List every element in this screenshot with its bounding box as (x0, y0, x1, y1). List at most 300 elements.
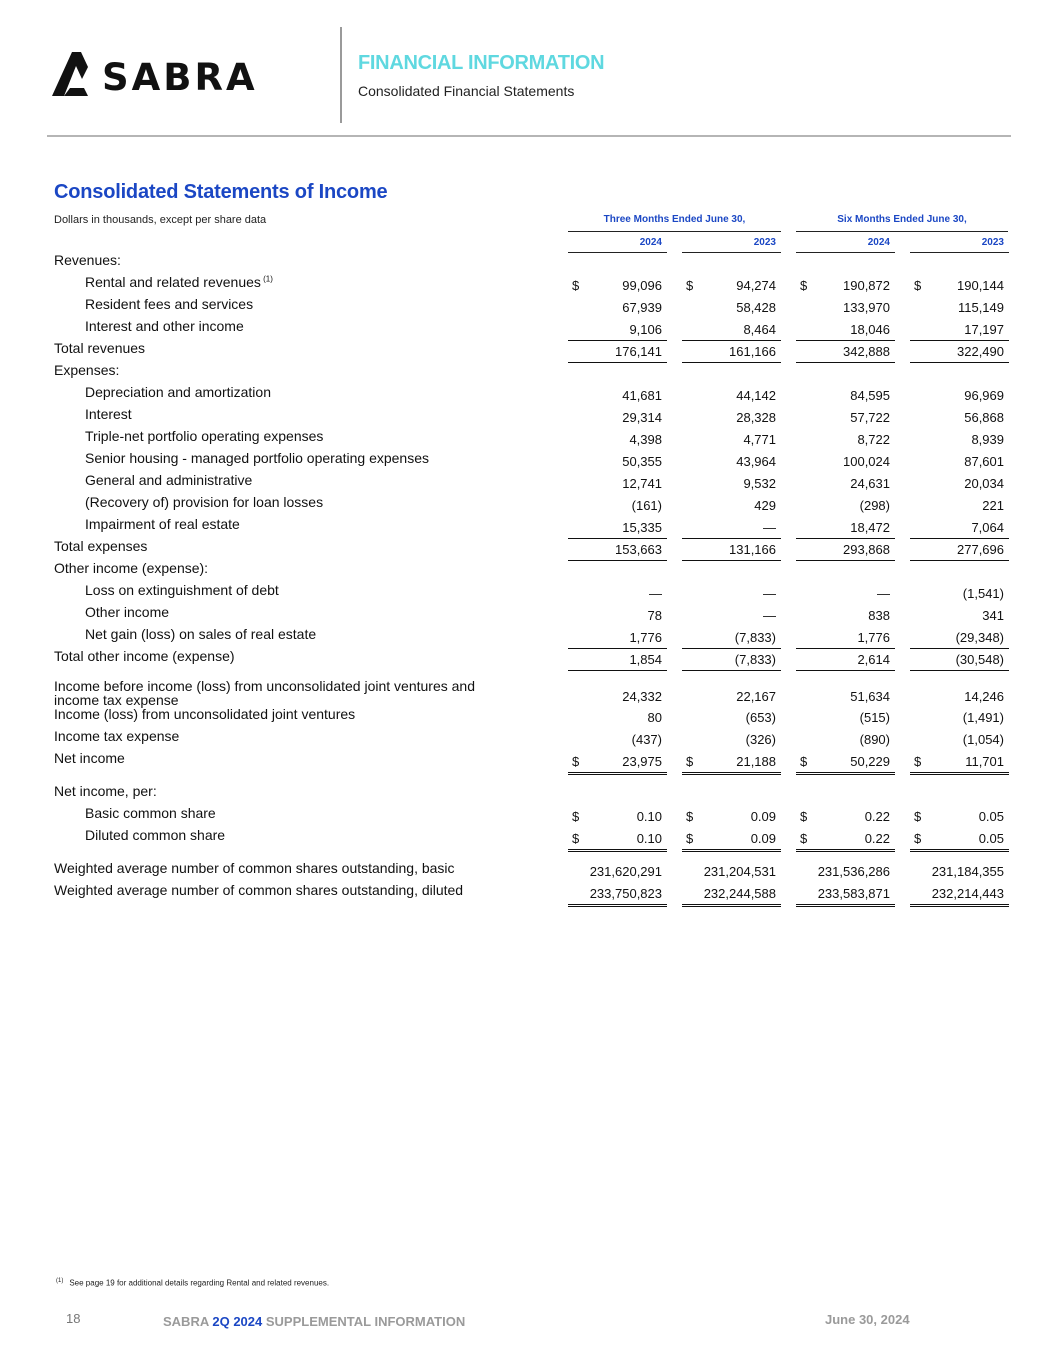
row-label (54, 560, 208, 576)
value: (7,833) (734, 630, 776, 645)
value-cell (796, 430, 895, 450)
value-cell (796, 254, 895, 274)
row-label-text: Net gain (loss) on sales of real estate (85, 626, 317, 642)
value-cell (682, 708, 781, 728)
value: 87,601 (964, 454, 1004, 469)
value: 14,246 (964, 689, 1004, 704)
value: 94,274 (736, 278, 776, 293)
value-cell (682, 628, 781, 649)
value: 20,034 (964, 476, 1004, 491)
value-cell (796, 606, 895, 626)
statement-row (0, 450, 1055, 472)
row-label (54, 783, 157, 799)
value-cell (796, 474, 895, 494)
value-cell (910, 730, 1009, 750)
value-cell (568, 518, 667, 539)
value: 176,141 (615, 344, 662, 359)
statement-row (0, 538, 1055, 560)
row-label-text: Interest (85, 406, 132, 422)
value: 115,149 (957, 300, 1004, 315)
value-cell (568, 708, 667, 728)
row-label (54, 679, 475, 707)
value: (161) (631, 498, 662, 513)
value-cell (568, 884, 667, 907)
row-label (54, 728, 179, 744)
row-label (85, 318, 244, 334)
value: 232,214,443 (931, 886, 1004, 901)
value: (326) (745, 732, 776, 747)
row-label (54, 882, 463, 898)
row-label-text: Other income (expense): (54, 560, 209, 576)
row-label (85, 428, 323, 444)
value-cell (568, 687, 667, 707)
value-cell (910, 298, 1009, 318)
value: 7,064 (971, 520, 1004, 535)
value: 161,166 (729, 344, 776, 359)
year-header: 2024 (639, 237, 662, 248)
value-cell (910, 276, 1009, 296)
statement-row (0, 882, 1055, 904)
value-cell (796, 452, 895, 472)
value: 9,532 (743, 476, 776, 491)
row-label-text: Revenues: (54, 252, 121, 268)
value: (29,348) (955, 630, 1004, 645)
value: 190,144 (957, 278, 1004, 293)
value: 56,868 (964, 410, 1004, 425)
row-label (54, 362, 119, 378)
row-label (85, 626, 316, 642)
value-cell (910, 320, 1009, 341)
row-label-text: Rental and related revenues (85, 274, 261, 290)
row-label-text: Senior housing - managed portfolio operating expenses (85, 450, 430, 466)
value-cell (910, 518, 1009, 539)
value-cell (682, 254, 781, 274)
value-cell (910, 342, 1009, 363)
value-cell (910, 628, 1009, 649)
value: 0.22 (864, 809, 890, 824)
row-label-text: Diluted common share (85, 827, 226, 843)
value: 21,188 (736, 754, 776, 769)
value-cell (910, 386, 1009, 406)
value: 0.09 (750, 831, 776, 846)
value-cell (568, 540, 667, 561)
value: 12,741 (622, 476, 662, 491)
statement-row (0, 384, 1055, 406)
value-cell (568, 496, 667, 516)
value: 43,964 (736, 454, 776, 469)
value-cell (682, 452, 781, 472)
value: 131,166 (729, 542, 776, 557)
statement-row (0, 860, 1055, 882)
row-label (54, 252, 121, 268)
value-cell (796, 628, 895, 649)
row-label (54, 706, 355, 722)
row-label-text: Expenses: (54, 362, 120, 378)
row-label (85, 827, 225, 843)
value-cell (796, 496, 895, 516)
value-cell (796, 650, 895, 671)
dollar-sign: $ (572, 754, 580, 769)
value-cell (682, 752, 781, 775)
value-cell (796, 562, 895, 582)
value: 341 (982, 608, 1004, 623)
value: 1,854 (629, 652, 662, 667)
row-label-text: Income tax expense (54, 728, 180, 744)
value-cell (796, 730, 895, 750)
footer-document-title (163, 1314, 465, 1329)
statement-row (0, 252, 1055, 274)
value: 18,046 (850, 322, 890, 337)
dollar-sign: $ (572, 831, 580, 846)
value-cell (568, 254, 667, 274)
value-cell (682, 342, 781, 363)
value: 342,888 (843, 344, 890, 359)
row-label-text: Total expenses (54, 538, 148, 554)
dollar-sign: $ (686, 278, 694, 293)
value-cell (910, 708, 1009, 728)
value: — (763, 608, 776, 623)
value: 8,464 (743, 322, 776, 337)
value: 4,771 (743, 432, 776, 447)
page-title: Consolidated Statements of Income (54, 181, 388, 203)
value-cell (796, 364, 895, 384)
statement-row (0, 428, 1055, 450)
value: 322,490 (957, 344, 1004, 359)
value-cell (796, 785, 895, 805)
footer-date: June 30, 2024 (825, 1312, 910, 1327)
footnote-reference: (1) (260, 274, 273, 284)
header-rule (47, 135, 1011, 137)
footer-period: 2Q 2024 (212, 1314, 263, 1329)
value-cell (568, 628, 667, 649)
row-label-text: Income (loss) from unconsolidated joint ventures (54, 706, 356, 722)
value-cell (682, 364, 781, 384)
value-cell (796, 386, 895, 406)
dollar-sign: $ (800, 278, 808, 293)
value-cell (910, 254, 1009, 274)
row-label-text: Triple-net portfolio operating expenses (85, 428, 324, 444)
value-cell (796, 342, 895, 363)
value-cell (682, 474, 781, 494)
value: (298) (859, 498, 890, 513)
row-label (85, 384, 271, 400)
value-cell (796, 320, 895, 341)
value: 9,106 (629, 322, 662, 337)
value: 232,244,588 (703, 886, 776, 901)
statement-row (0, 626, 1055, 648)
value: 231,184,355 (931, 864, 1004, 879)
value-cell (682, 496, 781, 516)
row-label-text: Weighted average number of common shares outstanding, diluted (54, 882, 464, 898)
value-cell (796, 276, 895, 296)
statement-row (0, 362, 1055, 384)
value-cell (682, 298, 781, 318)
value: 231,620,291 (589, 864, 662, 879)
column-group-three-months: Three Months Ended June 30, (603, 214, 746, 225)
statement-row (0, 582, 1055, 604)
dollar-sign: $ (686, 831, 694, 846)
statement-row (0, 678, 1055, 708)
statement-row (0, 728, 1055, 750)
value: 78 (647, 608, 662, 623)
value-cell (910, 452, 1009, 472)
value: — (877, 586, 890, 601)
value-cell (796, 540, 895, 561)
dollar-sign: $ (800, 809, 808, 824)
footnote (56, 1278, 329, 1288)
value-cell (568, 807, 667, 827)
statement-row (0, 560, 1055, 582)
value-cell (568, 474, 667, 494)
value: 2,614 (857, 652, 890, 667)
value-cell (682, 785, 781, 805)
statement-row (0, 318, 1055, 340)
value-cell (910, 829, 1009, 852)
row-label (85, 604, 169, 620)
row-label (85, 472, 252, 488)
value: (7,833) (734, 652, 776, 667)
value-cell (682, 320, 781, 341)
statement-row (0, 648, 1055, 670)
column-group-six-months: Six Months Ended June 30, (837, 214, 967, 225)
value: (437) (631, 732, 662, 747)
value: 838 (868, 608, 890, 623)
dollar-sign: $ (572, 278, 580, 293)
value-cell (796, 408, 895, 428)
value-cell (568, 584, 667, 604)
value: 29,314 (622, 410, 662, 425)
value-cell (568, 408, 667, 428)
value-cell (568, 829, 667, 852)
statement-row (0, 406, 1055, 428)
row-label-text: Resident fees and services (85, 296, 254, 312)
value: 0.22 (864, 831, 890, 846)
value: 221 (982, 498, 1004, 513)
dollar-sign: $ (572, 809, 580, 824)
footer-brand: SABRA (163, 1314, 209, 1329)
value-cell (682, 562, 781, 582)
statement-row (0, 472, 1055, 494)
dollar-sign: $ (914, 754, 922, 769)
value-cell (568, 650, 667, 671)
value-cell (796, 518, 895, 539)
group-underline (796, 231, 1008, 232)
dollar-sign: $ (914, 809, 922, 824)
value: 67,939 (622, 300, 662, 315)
value-cell (682, 540, 781, 561)
value: 233,750,823 (589, 886, 662, 901)
year-header: 2024 (867, 237, 890, 248)
statement-row (0, 340, 1055, 362)
value: 231,204,531 (703, 864, 776, 879)
row-label (54, 860, 455, 876)
value-cell (910, 364, 1009, 384)
value-cell (568, 730, 667, 750)
value: 0.09 (750, 809, 776, 824)
value-cell (910, 584, 1009, 604)
value-cell (682, 687, 781, 707)
value-cell (796, 708, 895, 728)
footnote-marker: (1) (56, 1278, 64, 1284)
row-label (54, 340, 145, 356)
value: 15,335 (622, 520, 662, 535)
row-label-text: Other income (85, 604, 170, 620)
row-label-text: Total revenues (54, 340, 146, 356)
value: 50,229 (850, 754, 890, 769)
value: (1,541) (962, 586, 1004, 601)
value: 24,631 (850, 476, 890, 491)
value-cell (682, 386, 781, 406)
value: 80 (647, 710, 662, 725)
value-cell (682, 862, 781, 882)
value: 18,472 (850, 520, 890, 535)
value-cell (682, 606, 781, 626)
section-subtitle: Consolidated Financial Statements (358, 83, 575, 99)
value: 8,722 (857, 432, 890, 447)
row-label-text: Weighted average number of common shares outstanding, basic (54, 860, 455, 876)
year-header: 2023 (753, 237, 776, 248)
value: 153,663 (615, 542, 662, 557)
sabra-logo (52, 50, 296, 100)
units-note: Dollars in thousands, except per share data (54, 214, 267, 226)
value: (30,548) (955, 652, 1004, 667)
value: (1,054) (962, 732, 1004, 747)
value-cell (568, 298, 667, 318)
value-cell (568, 562, 667, 582)
value-cell (568, 430, 667, 450)
value-cell (910, 562, 1009, 582)
row-label (85, 274, 273, 290)
value-cell (682, 408, 781, 428)
value: 1,776 (629, 630, 662, 645)
value-cell (796, 752, 895, 775)
value-cell (796, 862, 895, 882)
value: 1,776 (857, 630, 890, 645)
value-cell (568, 276, 667, 296)
row-label-text: Net income (54, 750, 125, 766)
value: 100,024 (843, 454, 890, 469)
row-label-text: General and administrative (85, 472, 253, 488)
statement-row (0, 827, 1055, 849)
dollar-sign: $ (686, 809, 694, 824)
value-cell (568, 606, 667, 626)
value-cell (910, 862, 1009, 882)
value: 190,872 (843, 278, 890, 293)
statement-row (0, 706, 1055, 728)
value-cell (682, 584, 781, 604)
value: 277,696 (957, 542, 1004, 557)
value-cell (910, 474, 1009, 494)
value: 17,197 (964, 322, 1004, 337)
sabra-logo-wordmark: SABRA (102, 56, 258, 99)
value: 58,428 (736, 300, 776, 315)
value: 231,536,286 (817, 864, 890, 879)
statement-row (0, 604, 1055, 626)
value-cell (796, 687, 895, 707)
value: 0.10 (636, 809, 662, 824)
row-label-text: Depreciation and amortization (85, 384, 271, 400)
row-label (85, 450, 429, 466)
value: 4,398 (629, 432, 662, 447)
value: 0.05 (978, 831, 1004, 846)
row-label (85, 494, 323, 510)
value-cell (568, 752, 667, 775)
value: 293,868 (843, 542, 890, 557)
header-divider (340, 27, 342, 123)
value: 233,583,871 (817, 886, 890, 901)
value: 50,355 (622, 454, 662, 469)
statement-row (0, 274, 1055, 296)
row-label (54, 538, 147, 554)
dollar-sign: $ (800, 831, 808, 846)
row-label (85, 406, 132, 422)
value: (653) (745, 710, 776, 725)
value: 8,939 (971, 432, 1004, 447)
value-cell (568, 862, 667, 882)
row-label (85, 296, 253, 312)
value: 0.10 (636, 831, 662, 846)
value: 429 (754, 498, 776, 513)
value-cell (796, 807, 895, 827)
statement-row (0, 750, 1055, 772)
value: 44,142 (736, 388, 776, 403)
value: 57,722 (850, 410, 890, 425)
row-label-text: Interest and other income (85, 318, 244, 334)
dollar-sign: $ (800, 754, 808, 769)
value: 11,701 (965, 754, 1004, 769)
value-cell (796, 829, 895, 852)
statement-row (0, 296, 1055, 318)
value-cell (910, 807, 1009, 827)
value-cell (910, 884, 1009, 907)
value-cell (568, 386, 667, 406)
value-cell (910, 540, 1009, 561)
value: 24,332 (622, 689, 662, 704)
value: 28,328 (736, 410, 776, 425)
statement-row (0, 516, 1055, 538)
value-cell (910, 496, 1009, 516)
footer-doc: SUPPLEMENTAL INFORMATION (265, 1314, 466, 1329)
value: 41,681 (622, 388, 662, 403)
row-label (85, 516, 240, 532)
value: (515) (859, 710, 890, 725)
value-cell (682, 430, 781, 450)
value: (890) (859, 732, 890, 747)
value: 96,969 (964, 388, 1004, 403)
value-cell (910, 408, 1009, 428)
value-cell (910, 752, 1009, 775)
group-underline (568, 231, 781, 232)
value: — (763, 520, 776, 535)
statement-row (0, 494, 1055, 516)
value-cell (682, 276, 781, 296)
value-cell (910, 650, 1009, 671)
year-header: 2023 (981, 237, 1004, 248)
value-cell (910, 687, 1009, 707)
value-cell (796, 298, 895, 318)
value-cell (910, 430, 1009, 450)
statement-row (0, 783, 1055, 805)
value-cell (682, 884, 781, 907)
row-label (85, 582, 279, 598)
dollar-sign: $ (686, 754, 694, 769)
value-cell (910, 606, 1009, 626)
row-label-line: Income before income (loss) from unconsolidated joint ventures and (54, 678, 475, 694)
footnote-text: See page 19 for additional details regarding Rental and related revenues. (69, 1278, 330, 1288)
row-label (54, 648, 235, 664)
value: — (763, 586, 776, 601)
value-cell (682, 518, 781, 539)
